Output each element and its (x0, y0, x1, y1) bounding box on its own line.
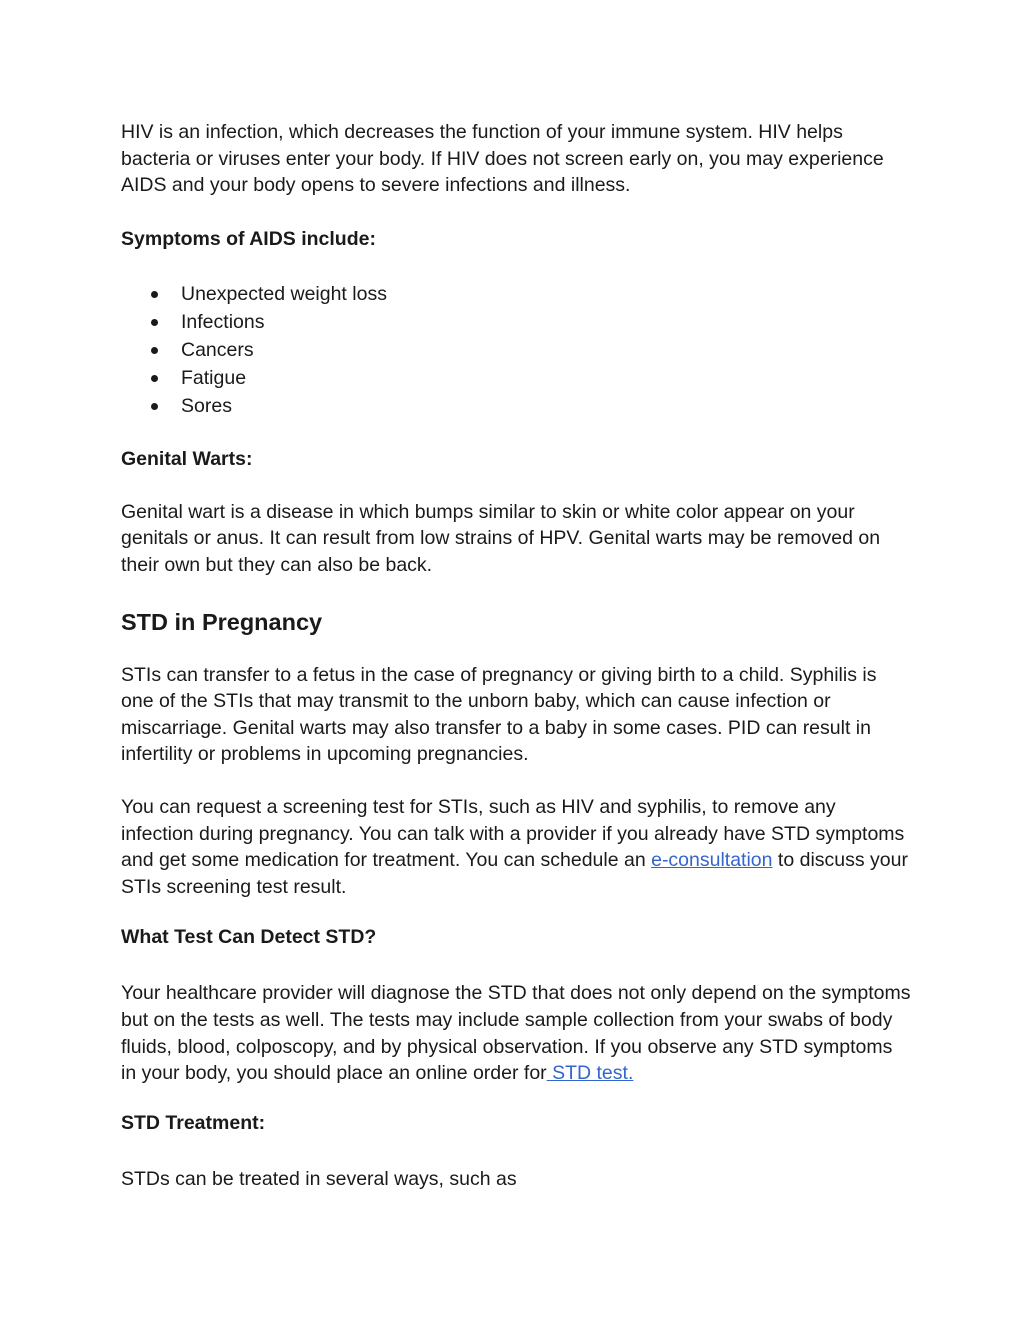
screening-text-after: to discuss your STIs screening test result. (121, 849, 908, 898)
list-item-label: Fatigue (181, 366, 247, 389)
test-paragraph (121, 980, 911, 1086)
std-test-link[interactable]: STD test. (546, 1062, 634, 1085)
list-item (121, 392, 911, 420)
list-item (121, 308, 911, 336)
screening-text-before: You can request a screening test for STIs, such as HIV and syphilis, to remove any infection during pregnancy. You can talk with a provider if you already have STD symptoms and get some medication for treatment. You can schedule an (121, 795, 905, 872)
list-item (121, 336, 911, 364)
bullet-icon (151, 291, 158, 298)
genital-warts-paragraph: Genital wart is a disease in which bumps similar to skin or white color appear on your genitals or anus. It can result from low strains of HPV. Genital warts may be removed on their own but they can also be back. (121, 500, 881, 576)
list-item (121, 364, 911, 392)
e-consultation-link[interactable]: e-consultation (651, 849, 773, 872)
test-text-before: Your healthcare provider will diagnose the STD that does not only depend on the symptoms but on the tests as well. The tests may include sample collection from your swabs of body fluids, blood, colposcopy, and by physical observation. If you observe any STD symptoms in your body, you should place an online order for (121, 982, 911, 1085)
test-detect-heading: What Test Can Detect STD? (121, 926, 377, 949)
std-treatment-heading: STD Treatment: (121, 1111, 266, 1134)
genital-warts-heading: Genital Warts: (121, 447, 253, 470)
bullet-icon (151, 319, 158, 326)
aids-symptoms-list (121, 280, 911, 420)
list-item-label: Unexpected weight loss (181, 282, 387, 305)
list-item-label: Infections (181, 310, 265, 333)
list-item-label: Sores (181, 394, 232, 417)
list-item (121, 280, 911, 308)
treatment-paragraph: STDs can be treated in several ways, such as (121, 1167, 517, 1190)
bullet-icon (151, 403, 158, 410)
bullet-icon (151, 347, 158, 354)
list-item-label: Cancers (181, 338, 254, 361)
pregnancy-paragraph: STIs can transfer to a fetus in the case of pregnancy or giving birth to a child. Syphilis is one of the STIs that may transmit to the unborn baby, which can cause infection or miscarriage. Genital warts may also transfer to a baby in some cases. PID can result in infertility or problems in upcoming pregnancies. (121, 663, 877, 766)
document-page (121, 119, 911, 1192)
std-pregnancy-heading: STD in Pregnancy (121, 608, 323, 635)
bullet-icon (151, 375, 158, 382)
screening-paragraph (121, 794, 911, 900)
intro-paragraph: HIV is an infection, which decreases the function of your immune system. HIV helps bacteria or viruses enter your body. If HIV does not screen early on, you may experience AIDS and your body opens to severe infections and illness. (121, 121, 884, 197)
aids-symptoms-heading: Symptoms of AIDS include: (121, 227, 376, 250)
